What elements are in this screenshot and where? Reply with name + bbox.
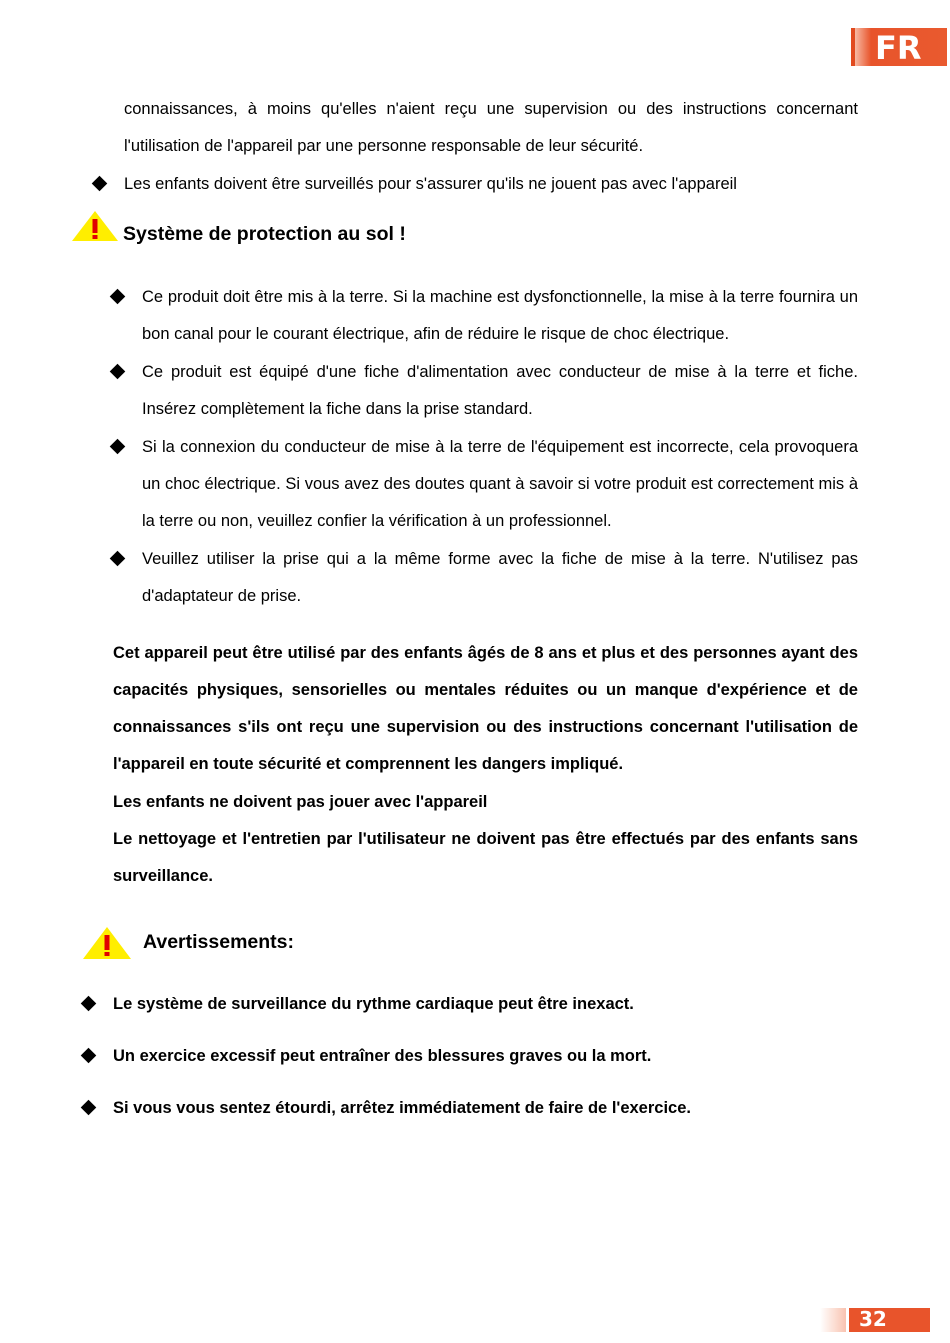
ground-item-2: Ce produit est équipé d'une fiche d'alimentation avec conducteur de mise à la terre et fiche. Insérez complètement la fiche dans la prise standard. — [142, 363, 858, 418]
warning-triangle-icon — [70, 209, 120, 243]
warning-item-1: Le système de surveillance du rythme cardiaque peut être inexact. — [113, 995, 634, 1013]
children-no-play-line: Les enfants ne doivent pas jouer avec l'appareil — [113, 793, 488, 811]
ground-item-4: Veuillez utiliser la prise qui a la même forme avec la fiche de mise à la terre. N'utilisez pas d'adaptateur de prise. — [142, 550, 858, 605]
warning-item-3: Si vous vous sentez étourdi, arrêtez immédiatement de faire de l'exercice. — [113, 1099, 691, 1117]
warning-triangle-icon — [81, 925, 133, 961]
diamond-bullet-icon — [110, 289, 126, 305]
diamond-bullet-icon — [110, 551, 126, 567]
language-badge-label: FR — [875, 29, 922, 67]
ground-protection-heading: Système de protection au sol ! — [123, 223, 406, 245]
page-number-box — [846, 1308, 899, 1332]
diamond-bullet-icon — [81, 1048, 97, 1064]
language-badge — [851, 28, 947, 66]
diamond-bullet-icon — [92, 176, 108, 192]
ground-item-1: Ce produit doit être mis à la terre. Si la machine est dysfonctionnelle, la mise à la terre fournira un bon canal pour le courant électrique, afin de réduire le risque de choc électrique. — [142, 288, 858, 343]
ground-item-3: Si la connexion du conducteur de mise à la terre de l'équipement est incorrecte, cela provoquera un choc électrique. Si vous avez des doutes quant à savoir si votre produit est correctement mis à la terre ou non, veuillez confier la vérification à un professionnel. — [142, 438, 858, 530]
diamond-bullet-icon — [81, 1100, 97, 1116]
warnings-heading: Avertissements: — [143, 931, 295, 953]
page-number-bar-tail — [896, 1308, 930, 1332]
cleaning-maintenance-paragraph: Le nettoyage et l'entretien par l'utilisateur ne doivent pas être effectués par des enfants sans surveillance. — [113, 830, 858, 885]
warning-item-2: Un exercice excessif peut entraîner des blessures graves ou la mort. — [113, 1047, 652, 1065]
diamond-bullet-icon — [81, 996, 97, 1012]
continuation-paragraph: connaissances, à moins qu'elles n'aient reçu une supervision ou des instructions concernant l'utilisation de l'appareil par une personne responsable de leur sécurité. — [124, 100, 858, 155]
children-notice-paragraph: Cet appareil peut être utilisé par des enfants âgés de 8 ans et plus et des personnes ayant des capacités physiques, sensorielles ou mentales réduites ou un manque d'expérience et de connaissances s'ils ont reçu une supervision ou des instructions concernant l'utilisation de l'appareil en toute sécurité et comprennent les dangers impliqué. — [113, 644, 858, 773]
children-supervision-bullet: Les enfants doivent être surveillés pour s'assurer qu'ils ne jouent pas avec l'appareil — [124, 175, 737, 193]
diamond-bullet-icon — [110, 364, 126, 380]
diamond-bullet-icon — [110, 439, 126, 455]
page-number: 32 — [859, 1307, 887, 1331]
